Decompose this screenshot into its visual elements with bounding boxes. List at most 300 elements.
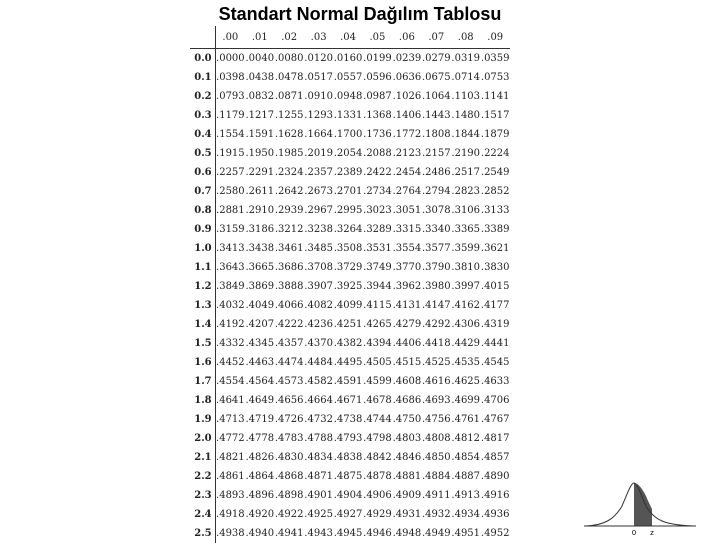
table-cell: .4545 [480,353,510,372]
table-cell: .4861 [215,467,245,486]
table-cell: .4441 [480,334,510,353]
table-cell: .2224 [480,144,510,163]
table-cell: .4878 [363,467,392,486]
table-cell: .1480 [451,106,480,125]
table-cell: .4726 [274,410,303,429]
table-cell: .0398 [215,68,245,87]
table-cell: .4916 [480,486,510,505]
table-cell: .1879 [480,125,510,144]
table-cell: .4418 [422,334,451,353]
table-cell: .4292 [422,315,451,334]
table-row [190,220,510,239]
table-cell: .4713 [215,410,245,429]
table-cell: .4429 [451,334,480,353]
table-cell: .4881 [392,467,421,486]
table-cell: .4901 [304,486,333,505]
table-cell: .4525 [422,353,451,372]
table-cell: .4925 [304,505,333,524]
table-cell: .4066 [274,296,303,315]
table-cell: .4599 [363,372,392,391]
table-cell: .4671 [333,391,362,410]
table-cell: .4945 [333,524,362,543]
table-cell: .4115 [363,296,392,315]
table-cell: .2611 [245,182,274,201]
table-cell: .4515 [392,353,421,372]
table-cell: .3389 [480,220,510,239]
table-cell: .3051 [392,201,421,220]
table-cell: .2642 [274,182,303,201]
table-cell: .3485 [304,239,333,258]
table-cell: .2054 [333,144,362,163]
table-cell: .1985 [274,144,303,163]
row-header: 0.9 [190,220,215,239]
table-cell: .4345 [245,334,274,353]
table-cell: .2517 [451,163,480,182]
table-cell: .4177 [480,296,510,315]
table-cell: .3365 [451,220,480,239]
table-row [190,524,510,543]
table-cell: .3997 [451,277,480,296]
table-cell: .0793 [215,87,245,106]
table-cell: .2157 [422,144,451,163]
table-cell: .4951 [451,524,480,543]
table-cell: .4147 [422,296,451,315]
column-header: .05 [363,26,392,49]
table-cell: .4332 [215,334,245,353]
table-cell: .2357 [304,163,333,182]
table-cell: .4495 [333,353,362,372]
table-cell: .4922 [274,505,303,524]
table-cell: .4608 [392,372,421,391]
table-cell: .3810 [451,258,480,277]
table-cell: .4927 [333,505,362,524]
table-cell: .3106 [451,201,480,220]
table-cell: .1026 [392,87,421,106]
table-cell: .4812 [451,429,480,448]
table-cell: .2291 [245,163,274,182]
table-cell: .3925 [333,277,362,296]
label-zero: 0 [632,529,636,536]
table-cell: .4918 [215,505,245,524]
table-cell: .4616 [422,372,451,391]
table-cell: .3133 [480,201,510,220]
table-cell: .4871 [304,467,333,486]
table-cell: .4857 [480,448,510,467]
table-cell: .4896 [245,486,274,505]
table-cell: .4838 [333,448,362,467]
table-cell: .0910 [304,87,333,106]
table-row [190,486,510,505]
table-cell: .2939 [274,201,303,220]
table-cell: .4573 [274,372,303,391]
table-cell: .1517 [480,106,510,125]
table-cell: .4750 [392,410,421,429]
column-header: .03 [304,26,333,49]
table-cell: .1103 [451,87,480,106]
corner-cell [190,26,215,49]
row-header: 1.6 [190,353,215,372]
table-cell: .4082 [304,296,333,315]
table-cell: .4732 [304,410,333,429]
table-row [190,201,510,220]
table-cell: .0279 [422,49,451,69]
row-header: 2.0 [190,429,215,448]
table-cell: .4890 [480,467,510,486]
table-body [190,49,510,543]
row-header: 2.5 [190,524,215,543]
table-cell: .3686 [274,258,303,277]
table-cell: .0753 [480,68,510,87]
table-cell: .2454 [392,163,421,182]
table-cell: .4686 [392,391,421,410]
table-row [190,125,510,144]
row-header: 1.3 [190,296,215,315]
table-cell: .3315 [392,220,421,239]
z-table [190,26,510,543]
table-cell: .0160 [333,49,362,69]
table-cell: .4854 [451,448,480,467]
table-row [190,239,510,258]
table-cell: .4641 [215,391,245,410]
table-cell: .4834 [304,448,333,467]
row-header: 1.4 [190,315,215,334]
table-cell: .3944 [363,277,392,296]
table-cell: .3830 [480,258,510,277]
table-cell: .3621 [480,239,510,258]
table-cell: .4265 [363,315,392,334]
table-cell: .2673 [304,182,333,201]
table-row [190,467,510,486]
table-cell: .4564 [245,372,274,391]
table-cell: .4394 [363,334,392,353]
table-cell: .4761 [451,410,480,429]
column-header: .02 [274,26,303,49]
table-cell: .2580 [215,182,245,201]
table-row [190,258,510,277]
table-cell: .3340 [422,220,451,239]
table-cell: .4949 [422,524,451,543]
table-cell: .0199 [363,49,392,69]
table-cell: .4756 [422,410,451,429]
row-header: 1.9 [190,410,215,429]
table-cell: .3159 [215,220,245,239]
table-cell: .0319 [451,49,480,69]
row-header: 0.4 [190,125,215,144]
table-row [190,87,510,106]
table-cell: .4909 [392,486,421,505]
table-cell: .4767 [480,410,510,429]
table-cell: .4719 [245,410,274,429]
column-header: .00 [215,26,245,49]
table-cell: .3790 [422,258,451,277]
table-cell: .0517 [304,68,333,87]
table-cell: .4049 [245,296,274,315]
table-cell: .2881 [215,201,245,220]
table-cell: .4738 [333,410,362,429]
table-cell: .3023 [363,201,392,220]
table-cell: .0675 [422,68,451,87]
row-header: 0.5 [190,144,215,163]
table-cell: .3438 [245,239,274,258]
table-cell: .0636 [392,68,421,87]
row-header: 2.2 [190,467,215,486]
table-cell: .4931 [392,505,421,524]
table-cell: .4582 [304,372,333,391]
table-cell: .4463 [245,353,274,372]
table-cell: .4898 [274,486,303,505]
table-cell: .0557 [333,68,362,87]
row-header: 0.0 [190,49,215,69]
table-cell: .4251 [333,315,362,334]
table-cell: .1406 [392,106,421,125]
table-row [190,144,510,163]
table-cell: .1293 [304,106,333,125]
table-cell: .3907 [304,277,333,296]
row-header: 1.5 [190,334,215,353]
table-cell: .1554 [215,125,245,144]
table-cell: .2734 [363,182,392,201]
header-row [190,26,510,49]
table-cell: .4279 [392,315,421,334]
row-header: 1.0 [190,239,215,258]
table-cell: .4940 [245,524,274,543]
column-header: .01 [245,26,274,49]
table-cell: .4875 [333,467,362,486]
column-header: .08 [451,26,480,49]
table-cell: .3729 [333,258,362,277]
table-cell: .4868 [274,467,303,486]
table-row [190,277,510,296]
table-cell: .3531 [363,239,392,258]
table-row [190,391,510,410]
table-cell: .1443 [422,106,451,125]
table-cell: .1331 [333,106,362,125]
table-cell: .4699 [451,391,480,410]
table-cell: .1141 [480,87,510,106]
table-cell: .0478 [274,68,303,87]
row-header: 0.6 [190,163,215,182]
table-cell: .4830 [274,448,303,467]
table-row [190,182,510,201]
table-cell: .2995 [333,201,362,220]
table-row [190,68,510,87]
table-cell: .4887 [451,467,480,486]
column-header: .09 [480,26,510,49]
table-cell: .2764 [392,182,421,201]
table-cell: .4821 [215,448,245,467]
table-cell: .0714 [451,68,480,87]
table-cell: .4904 [333,486,362,505]
table-cell: .3212 [274,220,303,239]
table-cell: .4015 [480,277,510,296]
table-cell: .4664 [304,391,333,410]
table-row [190,410,510,429]
row-header: 0.2 [190,87,215,106]
table-cell: .4911 [422,486,451,505]
table-cell: .4846 [392,448,421,467]
table-cell: .4884 [422,467,451,486]
table-row [190,353,510,372]
table-cell: .4505 [363,353,392,372]
table-cell: .3554 [392,239,421,258]
table-row [190,49,510,69]
table-cell: .1217 [245,106,274,125]
table-cell: .4706 [480,391,510,410]
table-cell: .3749 [363,258,392,277]
row-header: 1.2 [190,277,215,296]
table-cell: .4893 [215,486,245,505]
table-cell: .4943 [304,524,333,543]
table-cell: .4625 [451,372,480,391]
table-cell: .2088 [363,144,392,163]
table-cell: .4236 [304,315,333,334]
table-cell: .4803 [392,429,421,448]
label-z: z [650,529,654,536]
table-cell: .2794 [422,182,451,201]
normal-curve-figure [584,478,696,536]
table-cell: .2422 [363,163,392,182]
table-row [190,315,510,334]
table-cell: .0080 [274,49,303,69]
table-cell: .4554 [215,372,245,391]
table-cell: .3888 [274,277,303,296]
table-cell: .2910 [245,201,274,220]
table-cell: .4783 [274,429,303,448]
table-cell: .4946 [363,524,392,543]
table-cell: .4788 [304,429,333,448]
table-cell: .2257 [215,163,245,182]
table-cell: .1772 [392,125,421,144]
table-cell: .4850 [422,448,451,467]
table-cell: .1736 [363,125,392,144]
table-cell: .0120 [304,49,333,69]
table-cell: .4656 [274,391,303,410]
table-cell: .4778 [245,429,274,448]
table-row [190,372,510,391]
table-cell: .4826 [245,448,274,467]
table-cell: .4808 [422,429,451,448]
table-cell: .1808 [422,125,451,144]
table-cell: .0948 [333,87,362,106]
table-cell: .2967 [304,201,333,220]
table-cell: .3508 [333,239,362,258]
table-cell: .3264 [333,220,362,239]
row-header: 0.7 [190,182,215,201]
table-cell: .3708 [304,258,333,277]
table-cell: .4798 [363,429,392,448]
column-header: .06 [392,26,421,49]
table-row [190,296,510,315]
table-cell: .4649 [245,391,274,410]
table-cell: .4913 [451,486,480,505]
table-cell: .4941 [274,524,303,543]
table-row [190,106,510,125]
table-cell: .4793 [333,429,362,448]
table-cell: .1950 [245,144,274,163]
table-cell: .2823 [451,182,480,201]
table-cell: .4474 [274,353,303,372]
table-cell: .3238 [304,220,333,239]
table-cell: .2324 [274,163,303,182]
table-cell: .3289 [363,220,392,239]
table-cell: .4319 [480,315,510,334]
table-cell: .0040 [245,49,274,69]
table-cell: .3461 [274,239,303,258]
table-cell: .2123 [392,144,421,163]
table-cell: .4842 [363,448,392,467]
row-header: 0.1 [190,68,215,87]
table-cell: .4920 [245,505,274,524]
table-cell: .3770 [392,258,421,277]
table-cell: .4744 [363,410,392,429]
table-cell: .4591 [333,372,362,391]
table-cell: .4772 [215,429,245,448]
table-cell: .4936 [480,505,510,524]
table-cell: .4535 [451,353,480,372]
row-header: 1.8 [190,391,215,410]
table-cell: .1255 [274,106,303,125]
table-cell: .4162 [451,296,480,315]
table-cell: .4484 [304,353,333,372]
table-cell: .0000 [215,49,245,69]
table-cell: .4099 [333,296,362,315]
table-cell: .4938 [215,524,245,543]
table-cell: .4633 [480,372,510,391]
table-cell: .3643 [215,258,245,277]
row-header: 2.1 [190,448,215,467]
table-cell: .1700 [333,125,362,144]
table-cell: .4131 [392,296,421,315]
table-cell: .3577 [422,239,451,258]
table-cell: .4370 [304,334,333,353]
table-cell: .0438 [245,68,274,87]
table-cell: .1064 [422,87,451,106]
table-cell: .1179 [215,106,245,125]
table-cell: .3849 [215,277,245,296]
shaded-area [634,483,652,526]
table-cell: .4192 [215,315,245,334]
table-cell: .0832 [245,87,274,106]
table-cell: .4306 [451,315,480,334]
table-cell: .4357 [274,334,303,353]
table-cell: .4207 [245,315,274,334]
table-cell: .1844 [451,125,480,144]
table-cell: .4932 [422,505,451,524]
table-row [190,429,510,448]
table-cell: .4934 [451,505,480,524]
table-cell: .2019 [304,144,333,163]
table-cell: .1591 [245,125,274,144]
table-cell: .3599 [451,239,480,258]
table-cell: .2549 [480,163,510,182]
table-cell: .4032 [215,296,245,315]
table-cell: .0239 [392,49,421,69]
table-row [190,163,510,182]
table-cell: .0596 [363,68,392,87]
table-cell: .2389 [333,163,362,182]
table-cell: .4948 [392,524,421,543]
row-header: 1.1 [190,258,215,277]
table-cell: .4864 [245,467,274,486]
row-header: 0.8 [190,201,215,220]
table-cell: .3413 [215,239,245,258]
table-cell: .4406 [392,334,421,353]
table-row [190,505,510,524]
table-cell: .2701 [333,182,362,201]
table-cell: .2486 [422,163,451,182]
table-cell: .2190 [451,144,480,163]
table-cell: .0871 [274,87,303,106]
